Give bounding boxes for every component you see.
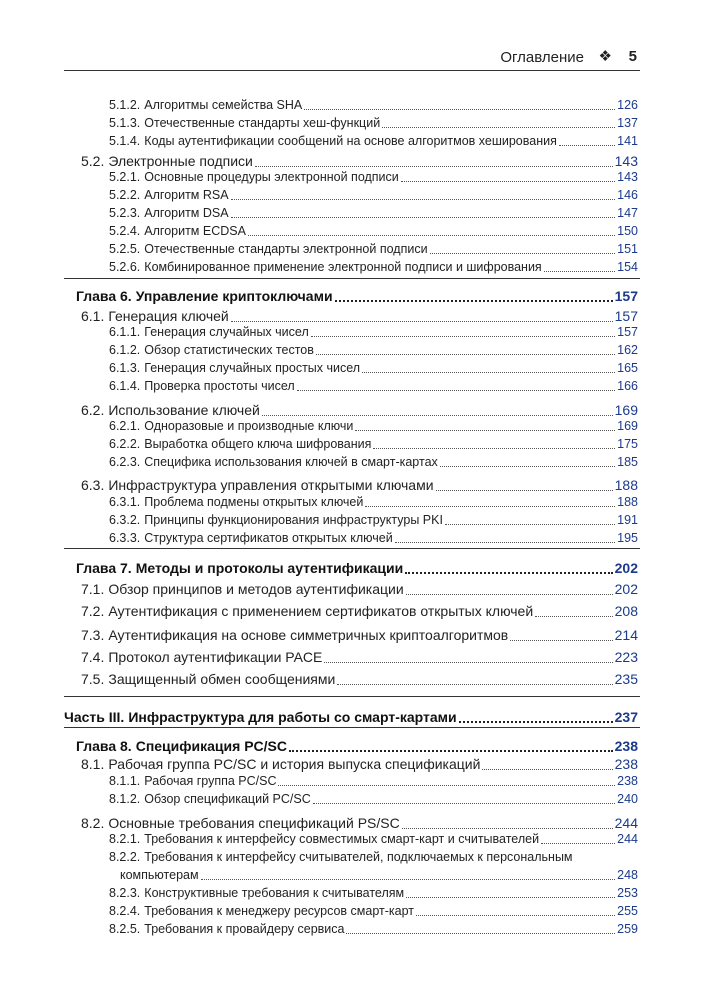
toc-entry-title: Специфика использования ключей в смарт-картах [144,455,438,469]
toc-page-number[interactable]: 191 [617,513,638,527]
toc-entry-number: 5.2.2. [109,188,141,202]
dot-leader [445,524,615,525]
toc-entry[interactable] [120,867,638,883]
toc-entry-number: 8.1. [81,756,105,772]
section-divider [64,727,640,728]
toc-entry-title: Комбинированное применение электронной подписи и шифрования [144,260,542,274]
dot-leader [316,354,615,355]
toc-page-number[interactable]: 162 [617,343,638,357]
toc-entry-number: 5.2.3. [109,206,141,220]
toc-page-number[interactable]: 151 [617,242,638,256]
toc-entry-title: Принципы функционирования инфраструктуры PKI [144,513,443,527]
toc-entry-title: Управление криптоключами [135,288,333,304]
dot-leader [201,879,616,880]
toc-entry-number: 6.3. [81,477,105,493]
dot-leader [510,640,612,641]
toc-entry-title: Генерация случайных простых чисел [144,361,361,375]
toc-entry[interactable] [81,401,638,419]
toc-page-number[interactable]: 185 [617,455,638,469]
toc-entry[interactable] [81,814,638,832]
toc-entry-title: компьютерам [120,868,199,882]
toc-entry-number: 8.2.5. [109,922,141,936]
toc-entry[interactable] [109,324,638,340]
toc-entry[interactable] [109,205,638,221]
toc-entry-title: Отечественные стандарты хеш-функций [144,116,381,130]
dot-leader [406,594,613,595]
toc-entry[interactable] [109,97,638,113]
toc-page-number[interactable]: 169 [614,402,638,418]
toc-entry[interactable] [81,152,638,170]
toc-entry-number: 5.1.2. [109,98,141,112]
toc-entry-title: Аутентификация на основе симметричных криптоалгоритмов [108,627,509,643]
toc-page-number[interactable]: 188 [617,495,638,509]
toc-entry-number: 6.1.4. [109,379,141,393]
toc-entry-number: 6.3.2. [109,513,141,527]
toc-entry-number: 5.1.3. [109,116,141,130]
toc-entry[interactable] [109,791,638,807]
toc-entry-number: 7.5. [81,671,105,687]
toc-entry-title: Требования к менеджеру ресурсов смарт-карт [144,904,415,918]
toc-page-number[interactable]: 169 [617,419,638,433]
toc-entry-title: Требования к провайдеру сервиса [144,922,345,936]
toc-entry-title: Генерация случайных чисел [144,325,309,339]
toc-entry-number: 6.1. [81,308,105,324]
toc-chapter-entry[interactable] [76,737,638,755]
dot-leader [402,828,613,829]
toc-entry-title: Структура сертификатов открытых ключей [144,531,393,545]
toc-page-number[interactable]: 154 [617,260,638,274]
toc-entry-number: 8.2.4. [109,904,141,918]
running-header-title: Оглавление [500,49,584,66]
toc-page-number[interactable]: 253 [617,886,638,900]
toc-entry-title: Рабочая группа PC/SC и история выпуска спецификаций [108,756,481,772]
toc-entry[interactable] [109,133,638,149]
toc-entry-title: Инфраструктура для работы со смарт-картами [128,709,457,725]
toc-entry[interactable] [81,307,638,325]
dot-leader [544,271,615,272]
dot-leader [382,127,615,128]
toc-entry-number: 6.2.2. [109,437,141,451]
toc-entry-title: Электронные подписи [108,153,253,169]
toc-entry-title: Отечественные стандарты электронной подписи [144,242,428,256]
toc-entry[interactable] [109,512,638,528]
section-divider [64,278,640,279]
dot-leader [459,721,613,723]
toc-page-number[interactable]: 238 [614,756,638,772]
toc-page-number[interactable]: 150 [617,224,638,238]
dot-leader [346,933,615,934]
toc-entry-title: Спецификация PC/SC [135,738,287,754]
toc-page-number[interactable]: 143 [617,170,638,184]
toc-entry-title: Рабочая группа PC/SC [144,774,277,788]
dot-leader [406,897,615,898]
toc-entry-title: Одноразовые и производные ключи [144,419,354,433]
toc-page-number[interactable]: 214 [614,627,638,643]
toc-page-number[interactable]: 188 [614,477,638,493]
toc-page-number[interactable]: 126 [617,98,638,112]
toc-page-number[interactable]: 165 [617,361,638,375]
toc-entry-title: Аутентификация с применением сертификатов открытых ключей [108,603,534,619]
toc-page-number[interactable]: 238 [617,774,638,788]
dot-leader [324,662,612,663]
toc-entry[interactable] [109,223,638,239]
toc-entry-number: 6.3.1. [109,495,141,509]
toc-entry-title: Защищенный обмен сообщениями [108,671,336,687]
dot-leader [304,109,615,110]
toc-page-number[interactable]: 202 [614,581,638,597]
toc-entry-number: 5.2.6. [109,260,141,274]
toc-entry[interactable] [109,885,638,901]
toc-page-number[interactable]: 157 [617,325,638,339]
dot-leader [278,785,615,786]
toc-entry-number: 5.1.4. [109,134,141,148]
toc-entry-number: 7.3. [81,627,105,643]
dot-leader [313,803,615,804]
toc-entry-number: 6.1.2. [109,343,141,357]
dot-leader [416,915,615,916]
toc-chapter-entry[interactable] [76,287,638,305]
toc-entry-title: Генерация ключей [108,308,229,324]
toc-page-number[interactable]: 146 [617,188,638,202]
toc-page-number[interactable]: 157 [614,308,638,324]
toc-entry[interactable] [109,241,638,257]
toc-entry-number: 8.1.1. [109,774,141,788]
toc-entry-title: Требования к интерфейсу считывателей, подключаемых к персональным [144,850,573,864]
toc-page-number[interactable]: 238 [614,738,638,754]
dot-leader [365,506,615,507]
toc-entry-title: Алгоритм DSA [144,206,229,220]
toc-entry-title: Выработка общего ключа шифрования [144,437,372,451]
toc-entry[interactable] [109,903,638,919]
dot-leader [231,217,616,218]
toc-page-number[interactable]: 175 [617,437,638,451]
toc-entry-title: Алгоритмы семейства SHA [144,98,303,112]
toc-page-number[interactable]: 240 [617,792,638,806]
toc-page-number[interactable]: 244 [614,815,638,831]
toc-page-number[interactable]: 166 [617,379,638,393]
section-divider [64,548,640,549]
toc-entry-number: 8.2. [81,815,105,831]
toc-entry[interactable] [81,626,638,644]
toc-page-number[interactable]: 248 [617,868,638,882]
toc-entry-number: 8.2.2. [109,850,141,864]
dot-leader [482,769,612,770]
toc-entry-title: Обзор спецификаций PC/SC [144,792,311,806]
toc-entry[interactable] [109,259,638,275]
toc-entry-title: Основные процедуры электронной подписи [144,170,399,184]
toc-entry-title: Требования к интерфейсу совместимых смарт-карт и считывателей [144,832,540,846]
dot-leader [405,572,612,574]
dot-leader [430,253,616,254]
toc-entry[interactable] [109,831,638,847]
toc-page-number[interactable]: 223 [614,649,638,665]
toc-entry-title: Основные требования спецификаций PS/SC [108,815,400,831]
dot-leader [289,750,613,752]
toc-entry[interactable] [109,530,638,546]
toc-entry-number: 6.1.1. [109,325,141,339]
dot-leader [311,336,615,337]
toc-page-number[interactable]: 195 [617,531,638,545]
dot-leader [541,843,615,844]
toc-entry[interactable] [109,436,638,452]
toc-entry-title: Инфраструктура управления открытыми ключами [108,477,434,493]
toc-entry-title: Алгоритм RSA [144,188,229,202]
toc-page-number[interactable]: 244 [617,832,638,846]
toc-entry-number: 7.4. [81,649,105,665]
toc-page-number[interactable]: 237 [614,709,638,725]
toc-entry-title: Алгоритм ECDSA [144,224,246,238]
toc-entry-number: 6.2.3. [109,455,141,469]
dot-leader [559,145,615,146]
dot-leader [337,684,612,685]
toc-entry[interactable] [109,342,638,358]
toc-entry[interactable] [81,648,638,666]
dot-leader [373,448,615,449]
toc-page-number[interactable]: 141 [617,134,638,148]
toc-entry-number: 7.1. [81,581,105,597]
diamond-ornament-icon: ❖ [598,48,612,65]
toc-entry[interactable] [81,670,638,688]
toc-entry-number: 5.2. [81,153,105,169]
dot-leader [395,542,615,543]
toc-entry-title: Протокол аутентификации PACE [108,649,323,665]
toc-entry[interactable] [109,169,638,185]
dot-leader [401,181,615,182]
toc-page-number[interactable]: 235 [614,671,638,687]
toc-page-number[interactable]: 137 [617,116,638,130]
toc-chapter-entry[interactable] [64,708,638,726]
toc-entry-title: Конструктивные требования к считывателям [144,886,405,900]
dot-leader [255,166,613,167]
toc-entry[interactable] [81,476,638,494]
toc-entry[interactable] [109,921,638,937]
toc-page-number[interactable]: 147 [617,206,638,220]
toc-entry-number: 5.2.4. [109,224,141,238]
toc-page-number[interactable]: 143 [614,153,638,169]
toc-entry[interactable] [109,418,638,434]
toc-chapter-entry[interactable] [76,559,638,577]
toc-entry-title: Проверка простоты чисел [144,379,295,393]
dot-leader [248,235,615,236]
toc-entry[interactable] [109,454,638,470]
dot-leader [231,321,613,322]
toc-entry-number: 6.2. [81,402,105,418]
toc-entry-title: Обзор статистических тестов [144,343,314,357]
dot-leader [535,616,612,617]
dot-leader [355,430,615,431]
dot-leader [436,490,613,491]
toc-entry-number: 8.2.1. [109,832,141,846]
toc-entry[interactable] [109,378,638,394]
toc-entry-title: Обзор принципов и методов аутентификации [108,581,404,597]
toc-entry[interactable] [81,580,638,598]
section-divider [64,696,640,697]
toc-page-number[interactable]: 259 [617,922,638,936]
page-number: 5 [628,48,637,65]
toc-entry-number: Глава 6. [76,288,132,304]
toc-entry-number: 8.2.3. [109,886,141,900]
dot-leader [231,199,616,200]
toc-entry-number: Глава 7. [76,560,132,576]
toc-entry-title: Проблема подмены открытых ключей [144,495,364,509]
toc-page-number[interactable]: 208 [614,603,638,619]
toc-entry-number: 6.3.3. [109,531,141,545]
toc-entry-number: 5.2.1. [109,170,141,184]
toc-entry-title: Использование ключей [108,402,260,418]
toc-page-number[interactable]: 157 [614,288,638,304]
toc-page-number[interactable]: 202 [614,560,638,576]
toc-entry[interactable] [109,773,638,789]
toc-entry[interactable] [109,360,638,376]
dot-leader [262,415,613,416]
toc-entry[interactable] [109,849,638,865]
dot-leader [297,390,615,391]
toc-entry-number: Глава 8. [76,738,132,754]
toc-entry-number: 5.2.5. [109,242,141,256]
toc-page-number[interactable]: 255 [617,904,638,918]
toc-entry[interactable] [81,755,638,773]
toc-entry-number: 8.1.2. [109,792,141,806]
toc-entry[interactable] [109,187,638,203]
toc-entry-number: Часть III. [64,709,125,725]
toc-entry[interactable] [81,602,638,620]
toc-entry-number: 6.2.1. [109,419,141,433]
dot-leader [335,300,613,302]
toc-entry-number: 7.2. [81,603,105,619]
toc-entry[interactable] [109,115,638,131]
toc-entry-title: Коды аутентификации сообщений на основе алгоритмов хеширования [144,134,557,148]
dot-leader [440,466,615,467]
toc-entry-title: Методы и протоколы аутентификации [135,560,404,576]
toc-entry[interactable] [109,494,638,510]
toc-entry-number: 6.1.3. [109,361,141,375]
dot-leader [362,372,615,373]
